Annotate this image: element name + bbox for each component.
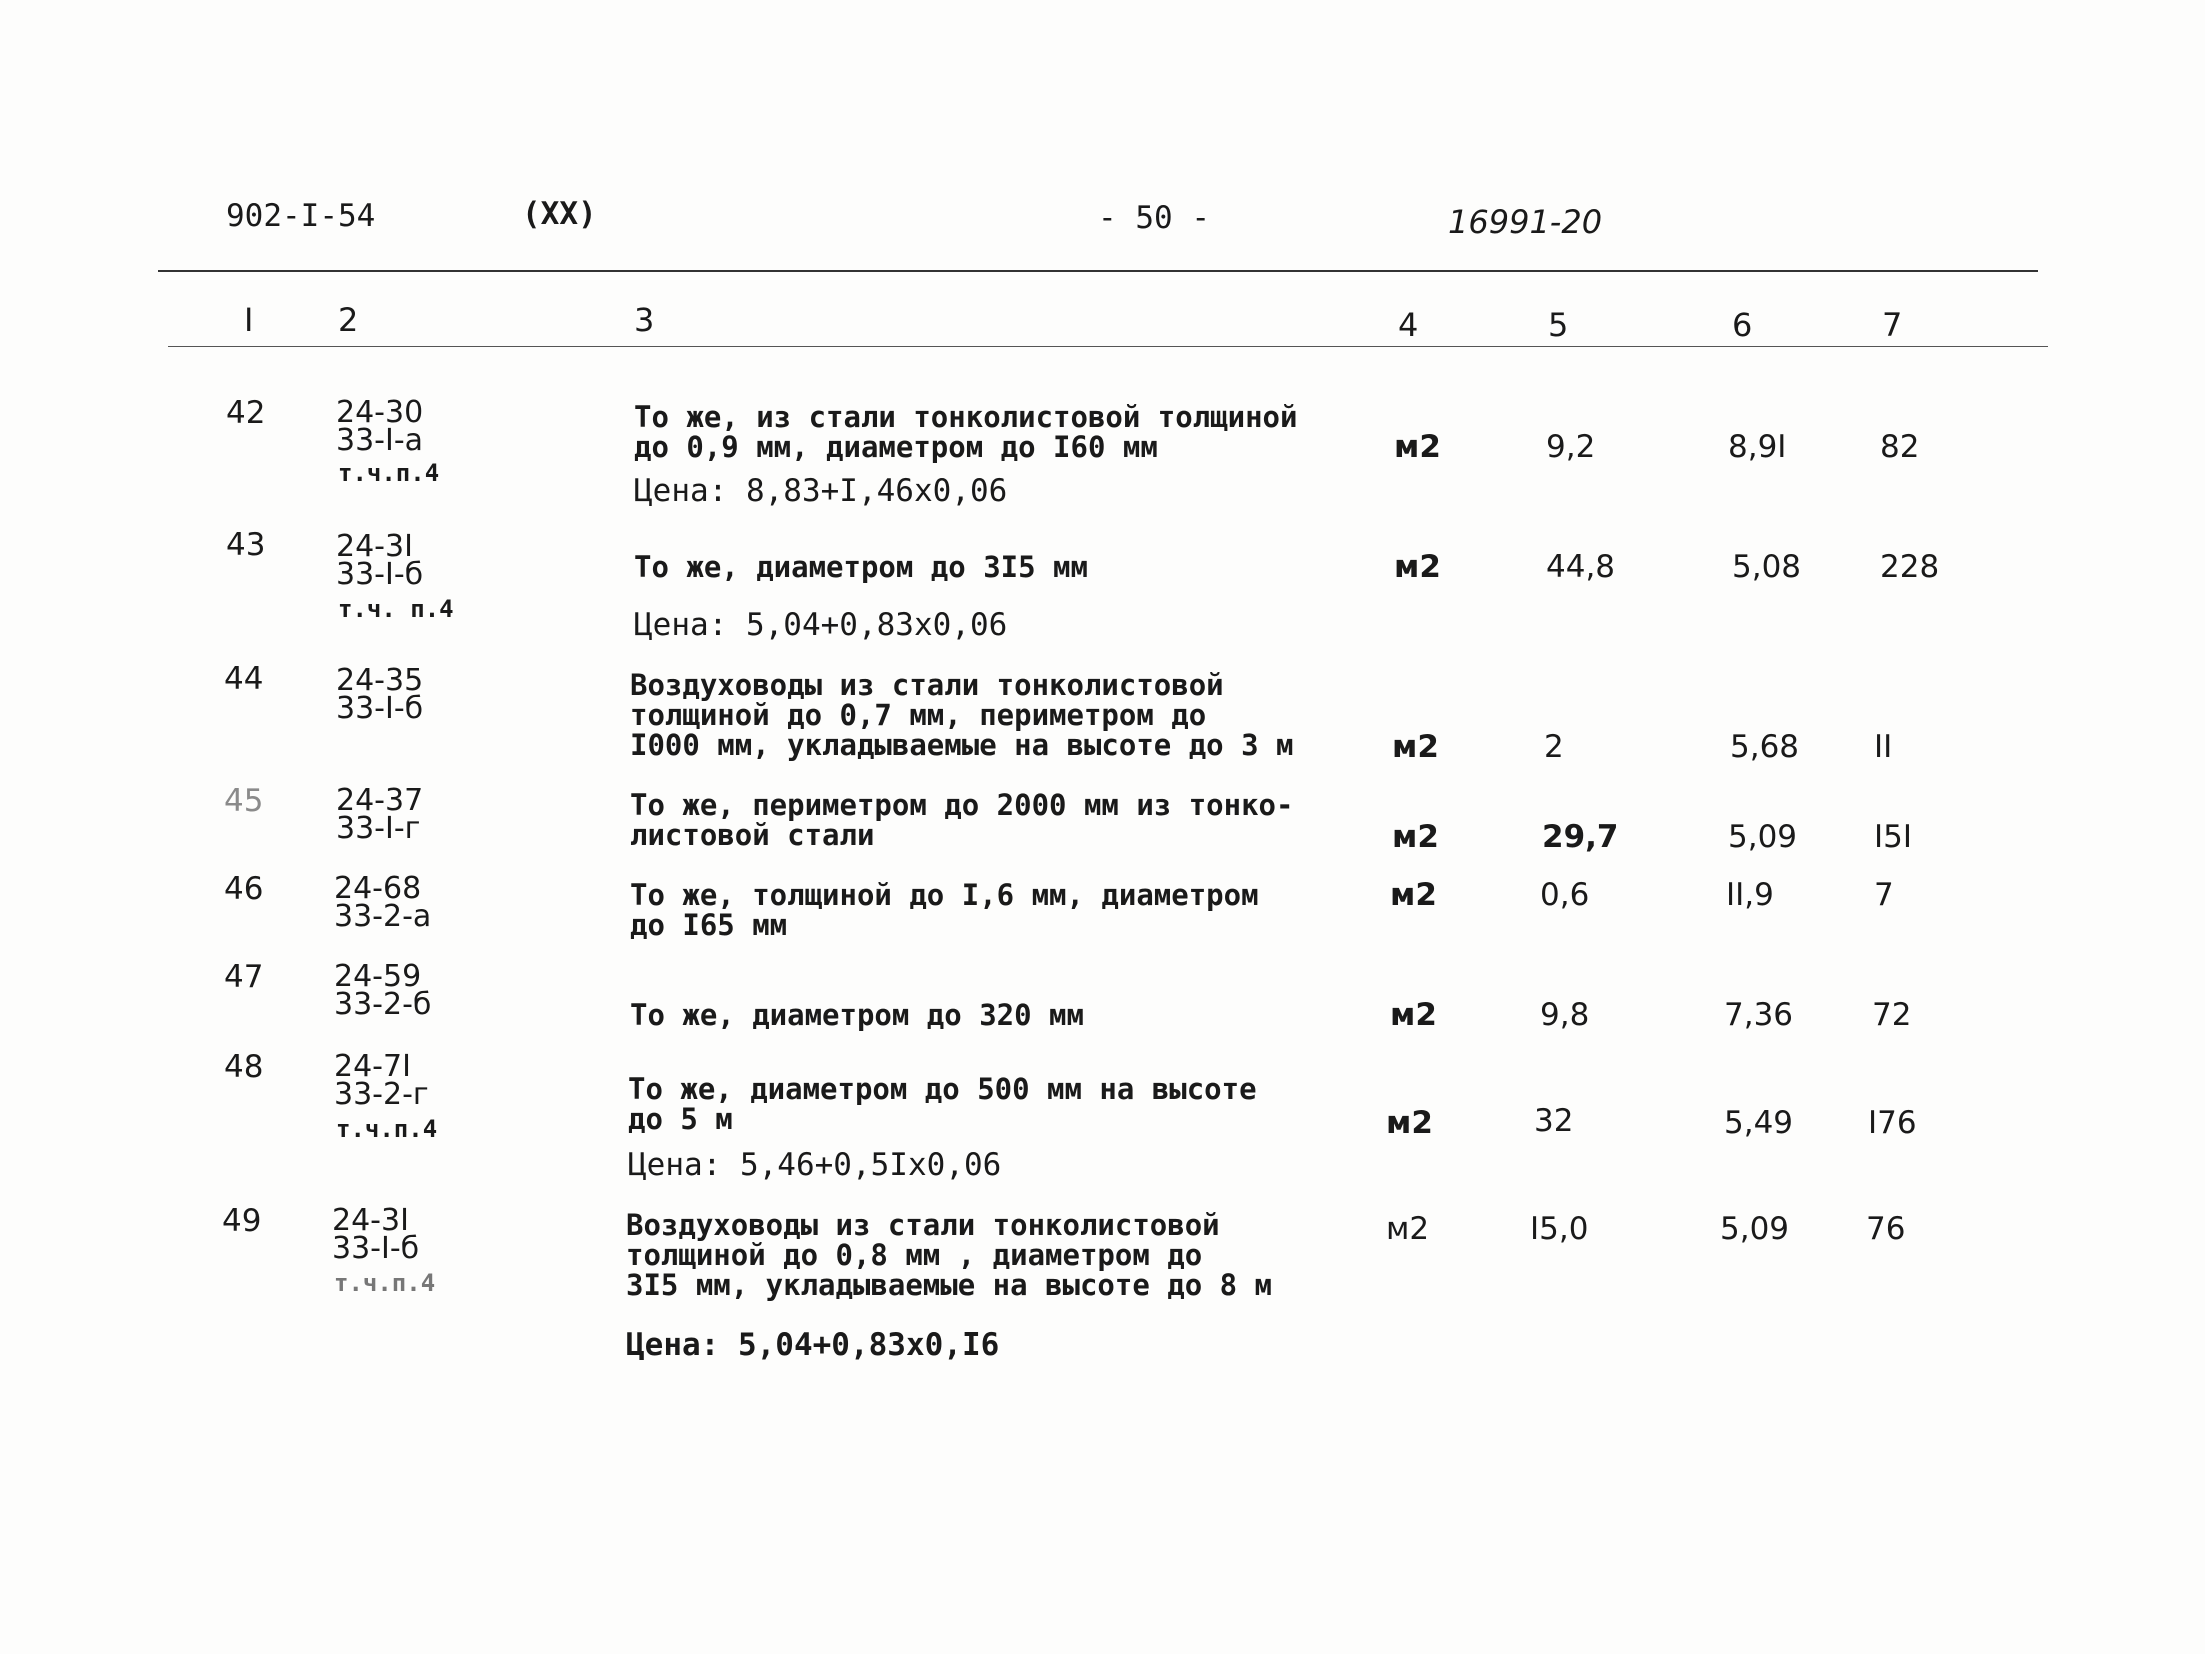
price-formula: Цена: 5,04+0,83x0,I6 xyxy=(626,1327,1000,1363)
norm-note: т.ч.п.4 xyxy=(338,459,440,487)
price-formula: Цена: 5,46+0,5Ix0,06 xyxy=(628,1147,1002,1183)
norm-code: 24-3I xyxy=(332,1203,409,1238)
column-header-5: 5 xyxy=(1548,306,1569,344)
norm-code: 33-I-г xyxy=(336,811,421,846)
work-description: То же, диаметром до 3I5 мм xyxy=(634,550,1088,584)
row-number: 48 xyxy=(224,1049,264,1085)
quantity: 2 xyxy=(1544,729,1564,765)
work-description: То же, из стали тонколистовой толщиной xyxy=(634,400,1298,434)
norm-code: 24-3I xyxy=(336,529,413,564)
norm-code: 24-68 xyxy=(334,871,422,906)
document-code: 902-I-54 xyxy=(226,198,376,234)
quantity: 29,7 xyxy=(1542,819,1619,855)
unit: м2 xyxy=(1392,729,1439,765)
unit-rate: 5,68 xyxy=(1730,729,1800,765)
row-number: 43 xyxy=(226,527,266,563)
column-header-6: 6 xyxy=(1732,306,1753,344)
norm-code: 24-37 xyxy=(336,783,424,818)
column-header-3: 3 xyxy=(634,301,655,339)
unit-rate: 5,09 xyxy=(1720,1211,1790,1247)
price-formula: Цена: 8,83+I,46x0,06 xyxy=(634,473,1008,509)
unit-rate: 8,9I xyxy=(1728,429,1787,465)
work-description: листовой стали xyxy=(630,818,875,852)
column-header-7: 7 xyxy=(1882,306,1903,344)
norm-code: 33-I-б xyxy=(332,1231,420,1266)
price-formula: Цена: 5,04+0,83x0,06 xyxy=(634,607,1008,643)
work-description: То же, периметром до 2000 мм из тонко- xyxy=(630,788,1294,822)
work-description: То же, диаметром до 500 мм на высоте xyxy=(628,1072,1257,1106)
quantity: 32 xyxy=(1534,1103,1574,1139)
section-label: (XX) xyxy=(522,196,597,232)
page-number: - 50 - xyxy=(1098,200,1210,236)
work-description: до 0,9 мм, диаметром до I60 мм xyxy=(634,430,1158,464)
work-description: толщиной до 0,8 мм , диаметром до xyxy=(626,1238,1203,1272)
work-description: Воздуховоды из стали тонколистовой xyxy=(630,668,1224,702)
work-description: То же, диаметром до 320 мм xyxy=(630,998,1084,1032)
unit: м2 xyxy=(1394,429,1441,465)
unit-rate: II,9 xyxy=(1726,877,1774,913)
unit-rate: 5,49 xyxy=(1724,1105,1794,1141)
row-number: 49 xyxy=(222,1203,262,1239)
unit: м2 xyxy=(1386,1211,1430,1247)
norm-code: 33-2-б xyxy=(334,987,432,1022)
norm-note: т.ч.п.4 xyxy=(334,1269,436,1297)
column-header-1: I xyxy=(244,301,254,339)
column-header-2: 2 xyxy=(338,301,359,339)
total: 76 xyxy=(1866,1211,1906,1247)
quantity: I5,0 xyxy=(1530,1211,1589,1247)
norm-code: 33-I-б xyxy=(336,557,424,592)
unit: м2 xyxy=(1386,1105,1433,1141)
quantity: 44,8 xyxy=(1546,549,1616,585)
header-rule xyxy=(158,270,2038,272)
work-description: I000 мм, укладываемые на высоте до 3 м xyxy=(630,728,1294,762)
unit: м2 xyxy=(1390,877,1437,913)
row-number: 45 xyxy=(224,783,264,819)
norm-code: 33-I-a xyxy=(336,423,424,458)
total: 7 xyxy=(1874,877,1894,913)
total: I5I xyxy=(1874,819,1913,855)
quantity: 0,6 xyxy=(1540,877,1590,913)
unit: м2 xyxy=(1394,549,1441,585)
row-number: 44 xyxy=(224,661,264,697)
row-number: 47 xyxy=(224,959,264,995)
work-description: 3I5 мм, укладываемые на высоте до 8 м xyxy=(626,1268,1273,1302)
norm-code: 24-35 xyxy=(336,663,424,698)
norm-code: 24-7I xyxy=(334,1049,411,1084)
column-header-rule xyxy=(168,346,2048,347)
total: 72 xyxy=(1872,997,1912,1033)
row-number: 42 xyxy=(226,395,266,431)
handwritten-reference: 16991-20 xyxy=(1448,203,1603,241)
unit-rate: 7,36 xyxy=(1724,997,1794,1033)
norm-code: 33-I-б xyxy=(336,691,424,726)
unit: м2 xyxy=(1390,997,1437,1033)
quantity: 9,2 xyxy=(1546,429,1596,465)
norm-code: 33-2-а xyxy=(334,899,432,934)
norm-code: 24-30 xyxy=(336,395,424,430)
total: I76 xyxy=(1868,1105,1917,1141)
column-header-4: 4 xyxy=(1398,306,1419,344)
work-description: То же, толщиной до I,6 мм, диаметром xyxy=(630,878,1259,912)
work-description: до I65 мм xyxy=(630,908,788,942)
norm-note: т.ч.п.4 xyxy=(336,1115,438,1143)
total: II xyxy=(1874,729,1893,765)
unit-rate: 5,08 xyxy=(1732,549,1802,585)
norm-note: т.ч. п.4 xyxy=(338,595,454,623)
norm-code: 33-2-г xyxy=(334,1077,429,1112)
total: 228 xyxy=(1880,549,1940,585)
norm-code: 24-59 xyxy=(334,959,422,994)
work-description: до 5 м xyxy=(628,1102,733,1136)
total: 82 xyxy=(1880,429,1920,465)
work-description: Воздуховоды из стали тонколистовой xyxy=(626,1208,1220,1242)
row-number: 46 xyxy=(224,871,264,907)
quantity: 9,8 xyxy=(1540,997,1590,1033)
unit-rate: 5,09 xyxy=(1728,819,1798,855)
work-description: толщиной до 0,7 мм, периметром до xyxy=(630,698,1207,732)
unit: м2 xyxy=(1392,819,1439,855)
